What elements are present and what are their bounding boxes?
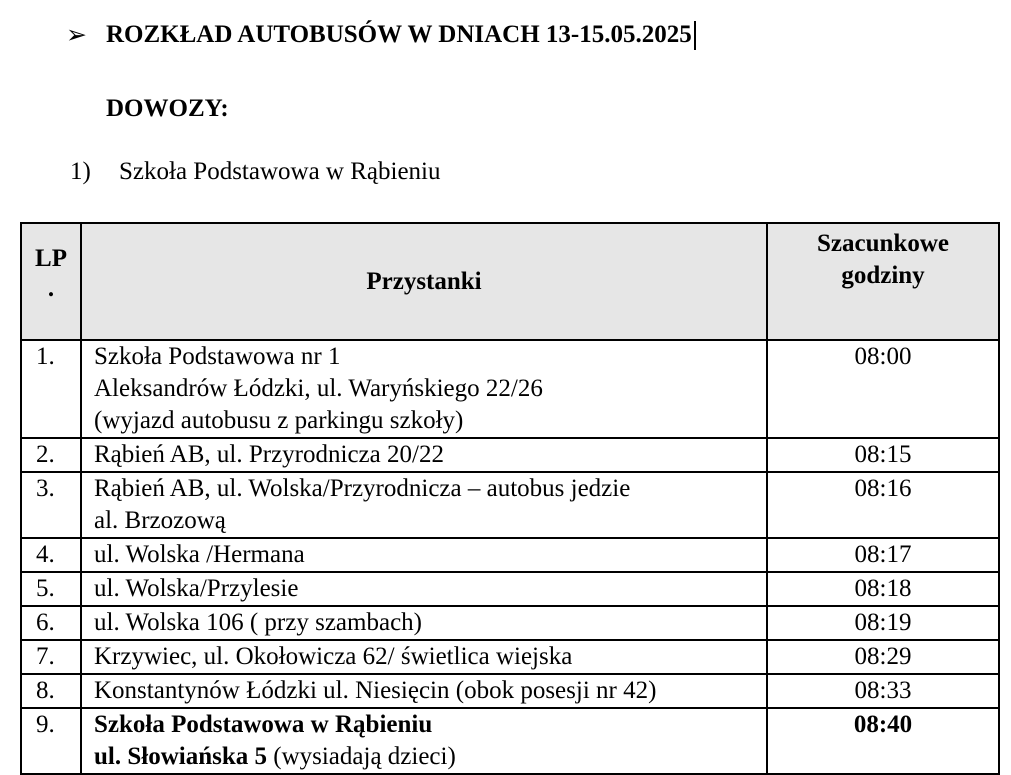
stop-address-bold: ul. Słowiańska 5 — [94, 743, 267, 770]
stop-cell — [81, 340, 767, 438]
stop-text: ul. Wolska/Przylesie — [94, 575, 299, 602]
stop-text: al. Brzozową — [94, 507, 226, 534]
time-cell: 08:16 — [767, 472, 999, 538]
row-number: 3. — [21, 472, 81, 538]
time-cell: 08:17 — [767, 538, 999, 572]
stop-cell — [81, 708, 767, 774]
row-number: 8. — [21, 674, 81, 708]
row-number: 1. — [21, 340, 81, 438]
stop-text: Konstantynów Łódzki ul. Niesięcin (obok posesji nr 42) — [94, 677, 657, 704]
time-cell: 08:40 — [767, 708, 999, 774]
time-cell: 08:18 — [767, 572, 999, 606]
header-lp-text: LP — [35, 245, 67, 272]
table-row — [21, 708, 999, 774]
header-lp-dot: . — [47, 275, 55, 302]
header-hours-line2: godziny — [841, 262, 925, 289]
time-cell: 08:29 — [767, 640, 999, 674]
stop-cell — [81, 438, 767, 472]
heading-title: ROZKŁAD AUTOBUSÓW W DNIACH 13-15.05.2025 — [106, 21, 692, 48]
row-number: 9. — [21, 708, 81, 774]
time-cell: 08:00 — [767, 340, 999, 438]
subheading: DOWOZY: — [106, 95, 229, 122]
table-row — [21, 340, 999, 438]
table-row — [21, 438, 999, 472]
row-number: 5. — [21, 572, 81, 606]
row-number: 4. — [21, 538, 81, 572]
stop-cell — [81, 640, 767, 674]
schedule-body — [21, 340, 999, 774]
header-lp — [21, 223, 81, 340]
stop-text: ul. Wolska /Hermana — [94, 541, 305, 568]
stop-text: ul. Wolska 106 ( przy szambach) — [94, 609, 422, 636]
table-row — [21, 674, 999, 708]
table-header-row — [21, 223, 999, 340]
table-row — [21, 606, 999, 640]
header-stops: Przystanki — [81, 223, 767, 340]
arrow-bullet-icon: ➢ — [66, 22, 87, 49]
stop-text-bold: Szkoła Podstawowa w Rąbieniu — [94, 711, 433, 738]
table-row — [21, 538, 999, 572]
header-hours-line1: Szacunkowe — [817, 230, 949, 257]
row-number: 7. — [21, 640, 81, 674]
time-cell: 08:15 — [767, 438, 999, 472]
stop-cell — [81, 572, 767, 606]
stop-text: Rąbień AB, ul. Wolska/Przyrodnicza – autobus jedzie — [94, 475, 631, 502]
table-row — [21, 640, 999, 674]
stop-text-line2 — [94, 741, 754, 773]
table-row — [21, 572, 999, 606]
row-number: 2. — [21, 438, 81, 472]
text-cursor — [694, 21, 696, 50]
stop-note: (wysiadają dzieci) — [267, 743, 456, 770]
stop-text: Krzywiec, ul. Okołowicza 62/ świetlica wiejska — [94, 643, 573, 670]
stop-cell — [81, 472, 767, 538]
stop-text: Szkoła Podstawowa nr 1 — [94, 343, 341, 370]
table-row — [21, 472, 999, 538]
stop-text: Aleksandrów Łódzki, ul. Waryńskiego 22/26 — [94, 375, 543, 402]
stop-cell — [81, 538, 767, 572]
header-hours — [767, 223, 999, 340]
time-cell: 08:33 — [767, 674, 999, 708]
section-name: Szkoła Podstawowa w Rąbieniu — [119, 158, 441, 185]
stop-text: Rąbień AB, ul. Przyrodnicza 20/22 — [94, 441, 444, 468]
section-title — [70, 158, 440, 186]
document-heading — [66, 17, 696, 53]
stop-cell — [81, 606, 767, 640]
row-number: 6. — [21, 606, 81, 640]
stop-cell — [81, 674, 767, 708]
section-number: 1) — [70, 158, 91, 185]
schedule-table — [20, 222, 1000, 775]
time-cell: 08:19 — [767, 606, 999, 640]
stop-text: (wyjazd autobusu z parkingu szkoły) — [94, 407, 464, 434]
